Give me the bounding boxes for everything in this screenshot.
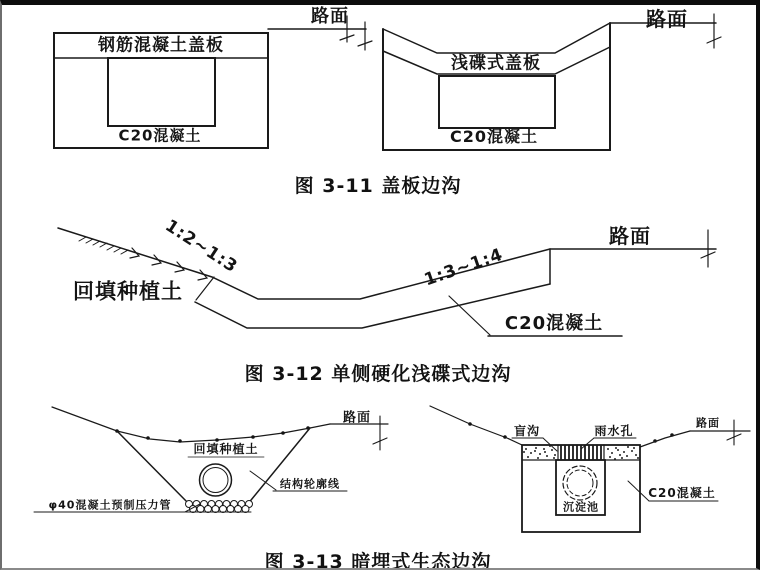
backfill-soil-label: 回填种植土 (193, 442, 259, 456)
c20-concrete-label: C20混凝土 (504, 313, 604, 334)
road-surface-label: 路面 (311, 6, 349, 27)
dish-cover-plate-label: 浅碟式盖板 (451, 53, 541, 74)
rain-water-hole-label: 雨水孔 (594, 424, 634, 438)
elevation-tick (707, 14, 721, 48)
c20-concrete-label: C20混凝土 (648, 486, 716, 500)
leader-line (581, 438, 594, 449)
precast-pipe-label: φ40混凝土预制压力管 (48, 498, 172, 512)
grate-bars (561, 446, 601, 459)
ground-hatching (79, 237, 128, 254)
figure-caption-3-13: 图 3-13 暗埋式生态边沟 (264, 551, 492, 570)
figure-caption-3-11: 图 3-11 盖板边沟 (294, 175, 462, 197)
road-surface-label: 路面 (696, 416, 720, 430)
fig311-right-drawing (383, 14, 721, 150)
leader-line (628, 481, 649, 501)
blind-drain-label: 盲沟 (513, 424, 541, 438)
slope-ratio-label: 1:3~1:4 (421, 244, 506, 291)
cover-plate-label: 钢筋混凝土盖板 (98, 35, 224, 56)
figure-caption-3-12: 图 3-12 单侧硬化浅碟式边沟 (244, 363, 512, 385)
road-surface-label: 路面 (342, 410, 372, 426)
c20-concrete-label: C20混凝土 (118, 126, 202, 145)
fig313-left-drawing (34, 407, 388, 513)
elevation-tick (373, 416, 387, 450)
backfill-soil-label: 回填种植土 (73, 279, 183, 304)
structure-outline-label: 结构轮廓线 (280, 477, 340, 491)
leader-line (449, 296, 490, 335)
road-surface-label: 路面 (609, 224, 651, 248)
sedimentation-pool-label: 沉淀池 (563, 500, 599, 514)
perforated-pipe-dashed (563, 466, 597, 500)
slope-ratio-label: 1:2~1:3 (161, 215, 242, 278)
c20-concrete-label: C20混凝土 (449, 127, 539, 146)
precast-pipe (200, 464, 232, 496)
elevation-tick (727, 420, 741, 445)
ground-dots (468, 422, 674, 443)
road-surface-label: 路面 (646, 7, 688, 31)
